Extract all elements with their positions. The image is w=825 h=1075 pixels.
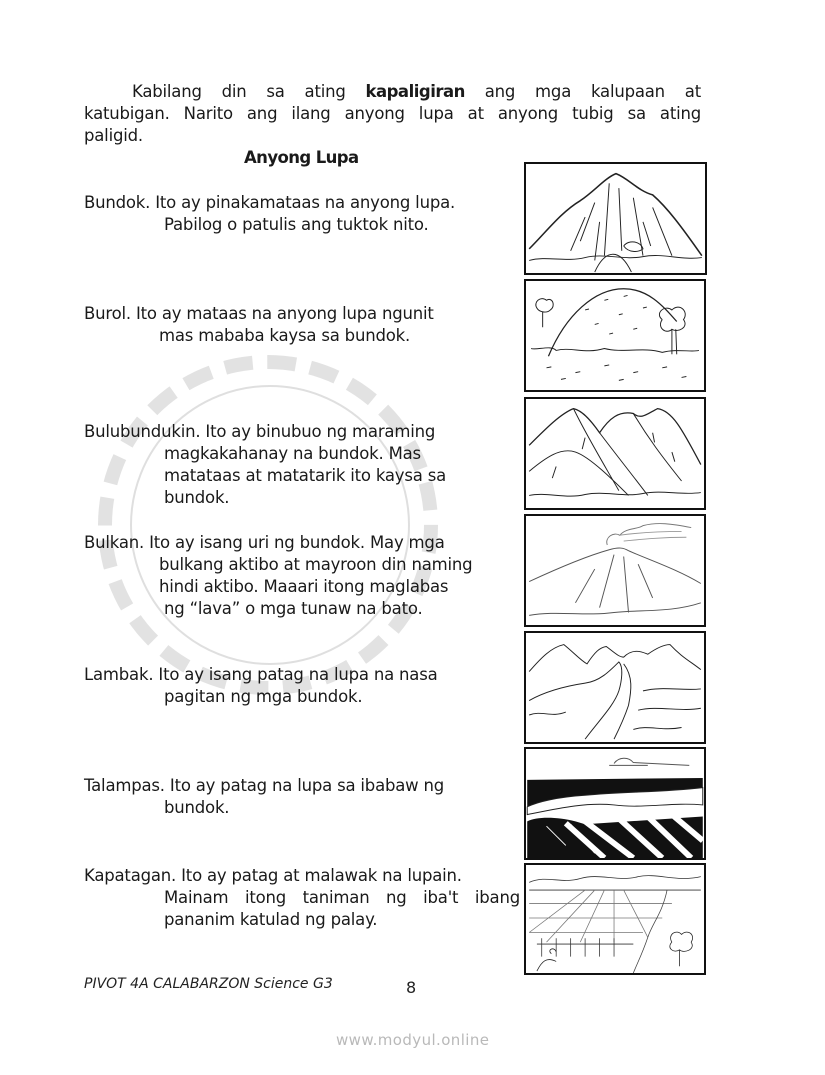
landform-talampas-line-1: Talampas. Ito ay patag na lupa sa ibabaw ng xyxy=(84,776,445,795)
footer-source: PIVOT 4A CALABARZON Science G3 xyxy=(84,976,333,992)
keyword-kapaligiran: kapaligiran xyxy=(365,82,465,101)
plateau-illustration xyxy=(524,747,706,860)
intro-line-3: paligid. xyxy=(84,126,143,145)
landform-lambak-line-2: pagitan ng mga bundok. xyxy=(164,687,363,706)
landform-burol-line-1: Burol. Ito ay mataas na anyong lupa ngunit xyxy=(84,304,434,323)
mountain-illustration xyxy=(524,162,707,275)
landform-kapatagan-line-3: pananim katulad ng palay. xyxy=(164,910,378,929)
landform-talampas-line-2: bundok. xyxy=(164,798,230,817)
landform-bulubundukin-line-1: Bulubundukin. Ito ay binubuo ng maraming xyxy=(84,422,436,441)
valley-illustration xyxy=(524,631,706,744)
landform-bulkan-line-4: ng “lava” o mga tunaw na bato. xyxy=(164,599,423,618)
landform-bulubundukin-line-2: magkakahanay na bundok. Mas xyxy=(164,444,421,463)
landform-bundok-line-1: Bundok. Ito ay pinakamataas na anyong lupa. xyxy=(84,193,456,212)
mountain-range-illustration xyxy=(524,397,706,510)
seal-watermark xyxy=(98,355,438,695)
intro-line-2: katubigan. Narito ang ilang anyong lupa at anyong tubig sa ating xyxy=(84,104,701,123)
landform-kapatagan-line-1: Kapatagan. Ito ay patag at malawak na lupain. xyxy=(84,866,462,885)
landform-bulubundukin-line-3: matataas at matatarik ito kaysa sa xyxy=(164,466,447,485)
intro-text: ang mga kalupaan at xyxy=(464,82,701,101)
section-heading: Anyong Lupa xyxy=(244,148,359,167)
landform-lambak-line-1: Lambak. Ito ay isang patag na lupa na nasa xyxy=(84,665,438,684)
landform-bundok-line-2: Pabilog o patulis ang tuktok nito. xyxy=(164,215,429,234)
plain-illustration xyxy=(524,863,706,975)
volcano-illustration xyxy=(524,514,706,627)
hill-illustration xyxy=(524,279,706,392)
landform-bulkan-line-1: Bulkan. Ito ay isang uri ng bundok. May mga xyxy=(84,533,445,552)
landform-burol-line-2: mas mababa kaysa sa bundok. xyxy=(159,326,411,345)
landform-bulubundukin-line-4: bundok. xyxy=(164,488,230,507)
landform-bulkan-line-3: hindi aktibo. Maaari itong maglabas xyxy=(159,577,449,596)
intro-line-1 xyxy=(84,81,701,103)
landform-kapatagan-line-2: Mainam itong taniman ng iba't ibang xyxy=(164,888,520,907)
page-number: 8 xyxy=(406,978,417,997)
landform-bulkan-line-2: bulkang aktibo at mayroon din naming xyxy=(159,555,473,574)
intro-text: Kabilang din sa ating xyxy=(132,82,366,101)
website-watermark: www.modyul.online xyxy=(336,1031,490,1049)
